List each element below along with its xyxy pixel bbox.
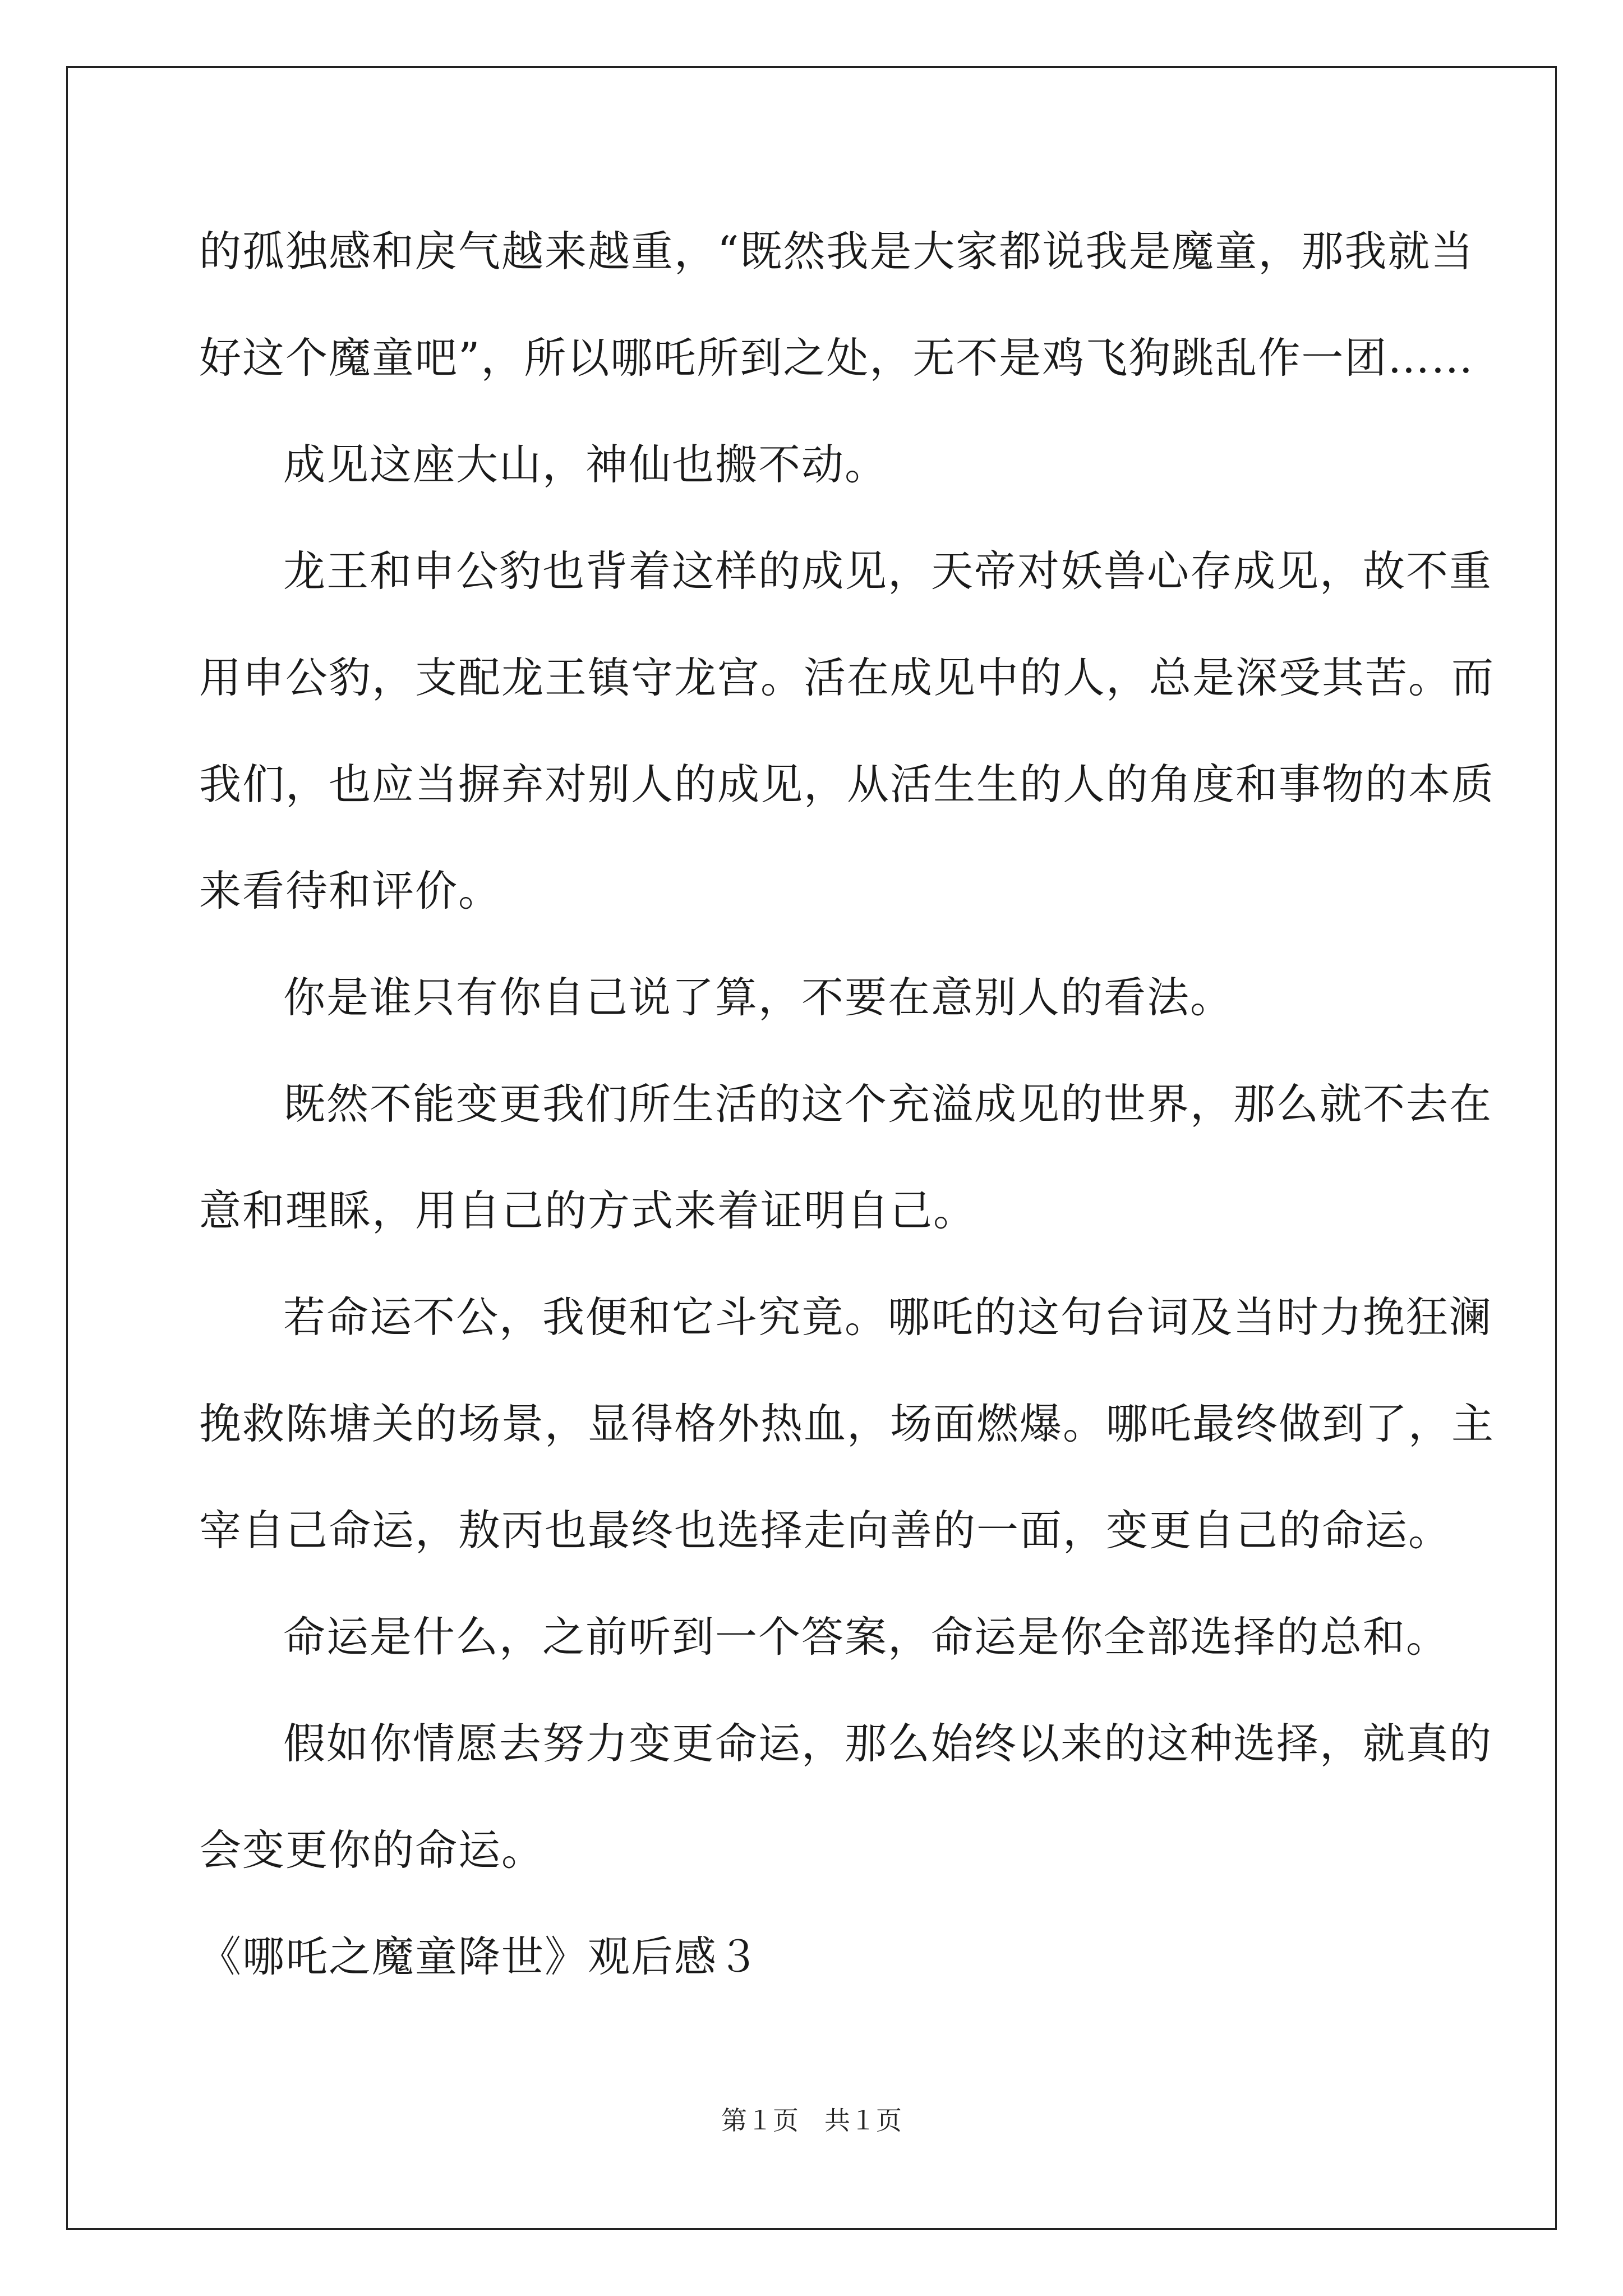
paragraph-start-line: 命运是什么，之前听到一个答案，命运是你全部选择的总和。 bbox=[283, 1612, 1450, 1662]
page-number-footer: 第１页 共１页 bbox=[721, 2105, 902, 2136]
paragraph-start-line: 你是谁只有你自己说了算，不要在意别人的看法。 bbox=[283, 973, 1234, 1022]
body-line: 来看待和评价。 bbox=[199, 866, 502, 915]
paragraph-start-line: 假如你情愿去努力变更命运，那么始终以来的这种选择，就真的 bbox=[283, 1719, 1493, 1768]
document-body bbox=[199, 218, 1495, 2030]
paragraph-start-line: 龙王和申公豹也背着这样的成见，天帝对妖兽心存成见，故不重 bbox=[283, 546, 1493, 596]
paragraph-start-line: 既然不能变更我们所生活的这个充溢成见的世界，那么就不去在 bbox=[283, 1079, 1493, 1129]
body-line: 意和理睬，用自己的方式来着证明自己。 bbox=[199, 1186, 977, 1235]
section-heading: 《哪吒之魔童降世》观后感３ bbox=[199, 1932, 761, 1981]
body-line: 宰自己命运，敖丙也最终也选择走向善的一面，变更自己的命运。 bbox=[199, 1506, 1452, 1555]
body-line: 我们，也应当摒弃对别人的成见，从活生生的人的角度和事物的本质 bbox=[199, 760, 1495, 809]
body-line: 好这个魔童吧”，所以哪吒所到之处，无不是鸡飞狗跳乱作一团…… bbox=[199, 333, 1474, 383]
body-line: 的孤独感和戾气越来越重，“既然我是大家都说我是魔童，那我就当 bbox=[199, 227, 1474, 276]
body-line: 会变更你的命运。 bbox=[199, 1825, 545, 1875]
paragraph-start-line: 成见这座大山，神仙也搬不动。 bbox=[283, 440, 888, 489]
body-line: 用申公豹，支配龙王镇守龙宫。活在成见中的人，总是深受其苦。而 bbox=[199, 653, 1495, 702]
paragraph-start-line: 若命运不公，我便和它斗究竟。哪吒的这句台词及当时力挽狂澜 bbox=[283, 1292, 1493, 1342]
body-line: 挽救陈塘关的场景，显得格外热血，场面燃爆。哪吒最终做到了，主 bbox=[199, 1399, 1495, 1448]
